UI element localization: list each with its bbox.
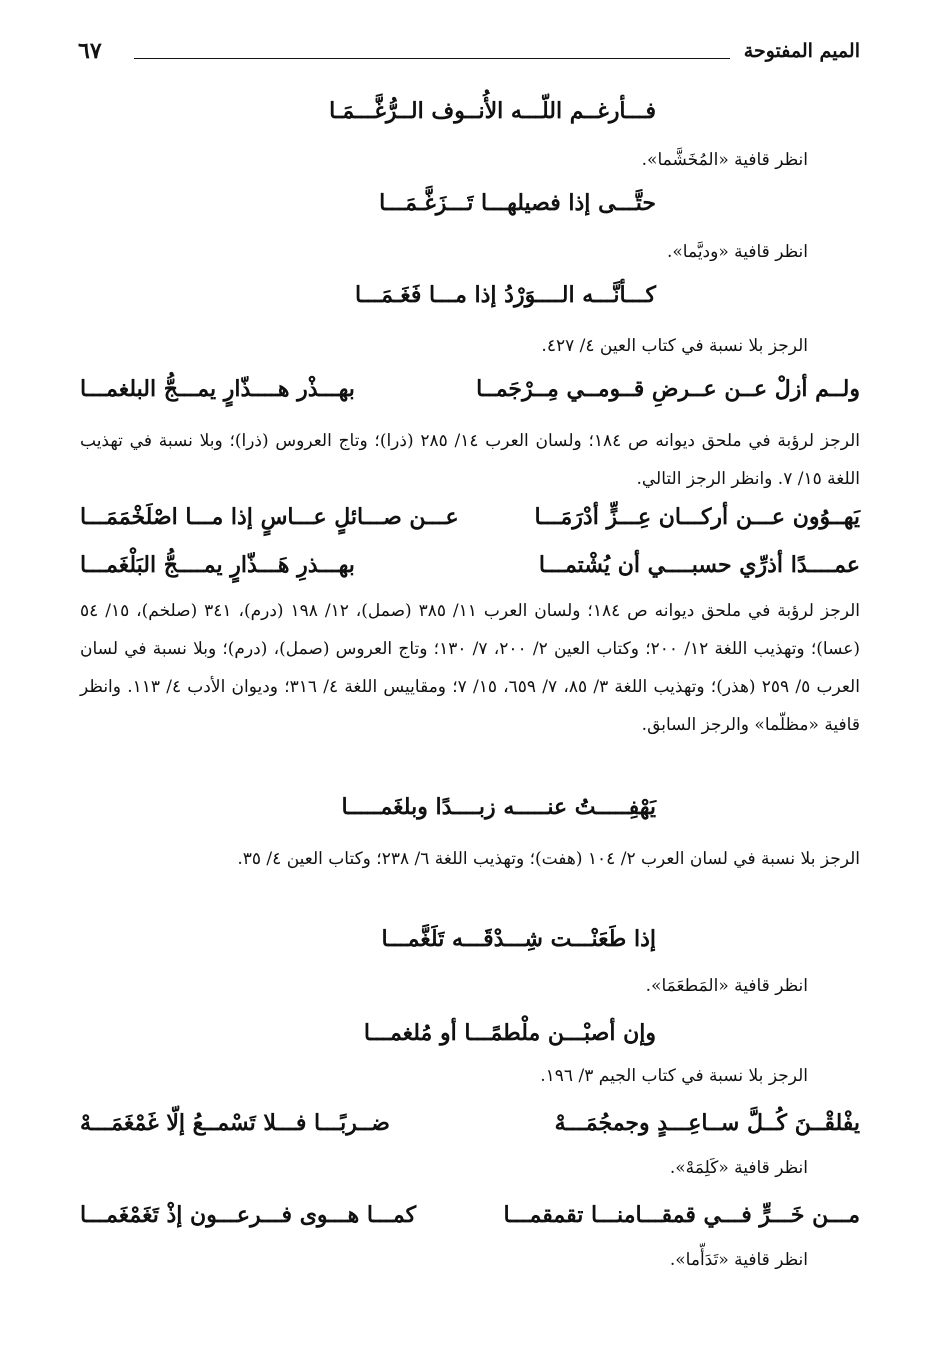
verse-line: يَهْفِـــــتُ عنـــــه زبــــدًا وبلغَمـــــا [341, 794, 656, 820]
verse-line: كـــأنَّـــه الــــوَرْدُ إذا مـــا فَغَـمَـــا [355, 282, 656, 308]
verse-hemistich-left: ضــربًـــا فـــلا تَسْمــعُ إلّا غَمْغَمَـــهْ [80, 1110, 390, 1136]
verse-hemistich-right: عمــــدًا أذرِّي حسبــــي أن يُشْتمـــا [538, 552, 860, 578]
reference-note: الرجز بلا نسبة في كتاب العين ٤/ ٤٢٧. [541, 336, 808, 356]
reference-note: انظر قافية «تَدَأّما». [669, 1250, 808, 1270]
verse-hemistich-right: يفْلقْــنَ كُــلَّ ســاعِـــدٍ وجمجُمَـــهْ [554, 1110, 860, 1136]
verse-hemistich-right: يَهــوُون عـــن أركـــان عِـــزٍّ أدْرَمَـــا [534, 504, 860, 530]
verse-hemistich-left: بهـــذرِ هَـــذّارٍ يمــــجُّ البَلْغَمـــا [80, 552, 355, 578]
running-title: الميم المفتوحة [743, 40, 860, 62]
verse-hemistich-right: مـــن خَـــرٍّ فـــي قمقـــامنـــا تقمقمـــا [503, 1202, 860, 1228]
reference-note: انظر قافية «المَطعَمَا». [645, 976, 808, 996]
reference-paragraph: الرجز لرؤبة في ملحق ديوانه ص ١٨٤؛ ولسان العرب ١٤/ ٢٨٥ (ذرا)؛ وتاج العروس (ذرا)؛ وبلا نسبة في تهذيب اللغة ١٥/ ٧. وانظر الرجز التالي. [80, 431, 860, 489]
header-rule [134, 58, 730, 59]
reference-note: انظر قافية «وديَّما». [667, 242, 808, 262]
reference-note: انظر قافية «المُخَشَّما». [641, 150, 808, 170]
reference-note: انظر قافية «كَلِمَهْ». [669, 1158, 808, 1178]
verse-hemistich-left: عـــن صـــائلٍ عـــاسٍ إذا مـــا اصْلَخْمَمَـــا [80, 504, 459, 530]
verse-line: وإن أصبْـــن ملْطمًـــا أو مُلغمـــا [363, 1020, 656, 1046]
verse-hemistich-left: بهـــذْر هــــذّارٍ يمـــجُّ البلغمـــا [80, 376, 355, 402]
verse-line: إذا طَعَنْـــت شِـــدْقَـــه تَلَغَّمـــا [381, 926, 656, 952]
reference-note: الرجز بلا نسبة في كتاب الجيم ٣/ ١٩٦. [540, 1066, 808, 1086]
page-number: ٦٧ [78, 38, 102, 64]
verse-line: حتَّـــى إذا فصيلهـــا تَـــزَغَّـمَـــا [379, 190, 656, 216]
verse-hemistich-right: ولــم أزلْ عــن عــرضِ قــومــي مِــرْجَمــا [476, 376, 860, 402]
page-header [78, 36, 860, 70]
reference-paragraph: الرجز لرؤبة في ملحق ديوانه ص ١٨٤؛ ولسان العرب ١١/ ٣٨٥ (صمل)، ١٢/ ١٩٨ (درم)، ٣٤١ (صلخم)، ١٥/ ٥٤ (عسا)؛ وتهذيب اللغة ١٢/ ٢٠٠؛ وكتاب العين ٢/ ٢٠٠، ٧/ ١٣٠؛ وتاج العروس (صمل)، (درم)؛ وبلا نسبة في لسان العرب ٥/ ٢٥٩ (هذر)؛ وتهذيب اللغة ٣/ ٨٥، ٧/ ٦٥٩، ١٥/ ٧؛ ومقاييس اللغة ٤/ ٣١٦؛ وديوان الأدب ٤/ ١١٣. وانظر قافية «مظلّما» والرجز السابق. [80, 601, 861, 735]
verse-hemistich-left: كمـــا هـــوى فـــرعـــون إذْ تَغَمْغَمـــا [80, 1202, 417, 1228]
reference-paragraph: الرجز بلا نسبة في لسان العرب ٢/ ١٠٤ (هفت)؛ وتهذيب اللغة ٦/ ٢٣٨؛ وكتاب العين ٤/ ٣٥. [237, 849, 860, 869]
verse-line: فـــأرغــم اللّـــه الأُنــوف الــرُّغَّـــمَـا [329, 98, 656, 124]
